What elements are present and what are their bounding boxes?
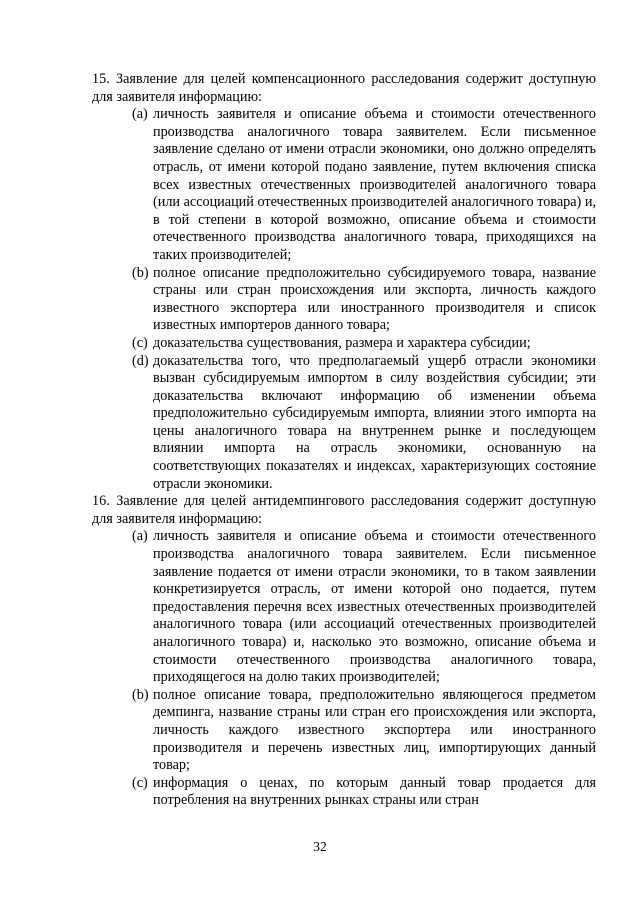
section-intro (92, 493, 596, 528)
list-item (132, 687, 596, 775)
list-marker: (a) (132, 106, 148, 123)
list-marker: (d) (132, 352, 149, 369)
list-item-text: доказательства существования, размера и характера субсидии; (153, 334, 531, 351)
list-item-text: полное описание товара, предположительно являющегося предметом демпинга, название страны или стран его происхождения или экспорта, личность каждого известного экспортера или иностранного производителя и перечень известных лиц, импортирующих данный товар; (153, 686, 596, 774)
list-item-text: личность заявителя и описание объема и стоимости отечественного производства аналогичного товара заявителем. Если письменное заявление подается от имени отрасли экономики, то в таком заявлении конкретизируется отрасль, от имени которой оно подается, путем предоставления перечня всех известных отечественных производителей аналогичного товара (или ассоциаций отечественных производителей аналогичного товара) и, насколько это возможно, описание объема и стоимости отечественного производства аналогичного товара, приходящегося на долю таких производителей; (153, 528, 596, 686)
list-item (132, 775, 596, 810)
list-item (132, 106, 596, 264)
section-intro-text: Заявление для целей компенсационного расследования содержит доступную для заявителя информацию: (92, 71, 597, 105)
list-marker: (b) (132, 264, 149, 281)
list-marker: (c) (132, 334, 148, 351)
section-16 (92, 493, 596, 810)
section-intro (92, 71, 596, 106)
list-item-text: полное описание предположительно субсидируемого товара, название страны или стран происхождения или экспорта, личность каждого известного экспортера или иностранного производителя и список известных импортеров данного товара; (153, 264, 596, 334)
list-item (132, 335, 596, 353)
list-marker: (a) (132, 528, 148, 545)
list-item (132, 265, 596, 335)
document-body (92, 71, 596, 810)
list-item-text: информация о ценах, по которым данный товар продается для потребления на внутренних рынках страны или стран (153, 774, 596, 809)
section-number: 15. (92, 71, 110, 87)
list-marker: (c) (132, 774, 148, 791)
list-item (132, 528, 596, 686)
section-15 (92, 71, 596, 493)
list-item-text: личность заявителя и описание объема и стоимости отечественного производства аналогичного товара заявителем. Если письменное заявление сделано от имени отрасли экономики, оно должно определять отрасль, от имени которой подано заявление, путем включения списка всех известных отечественных производителей аналогичного товара (или ассоциаций отечественных производителей аналогичного товара) и, в той степени в которой возможно, описание объема и стоимости отечественного производства аналогичного товара, приходящихся на таких производителей; (153, 106, 596, 263)
list-item (132, 353, 596, 494)
list-marker: (b) (132, 686, 149, 703)
page-number: 32 (313, 839, 327, 854)
list-item-text: доказательства того, что предполагаемый ущерб отрасли экономики вызван субсидируемым импортом в силу воздействия субсидии; эти доказательства включают информацию об изменении объема предположительно субсидируемым импорта, влиянии этого импорта на цены аналогичного товара на внутреннем рынке и последующем влиянии импорта на отрасль экономики, основанную на соответствующих показателях и индексах, характеризующих состояние отрасли экономики. (153, 352, 596, 492)
section-intro-text: Заявление для целей антидемпингового расследования содержит доступную для заявителя информацию: (92, 493, 596, 527)
section-number: 16. (92, 493, 110, 510)
